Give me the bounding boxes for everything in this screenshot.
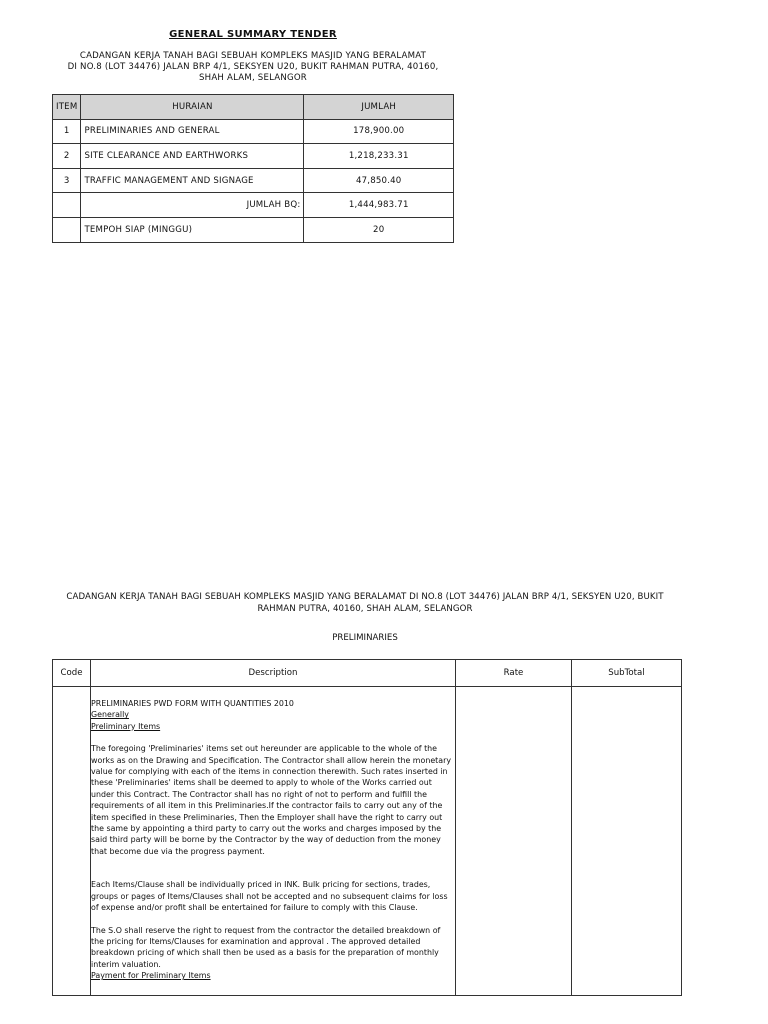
paragraph-line: Each Items/Clause shall be individually priced in INK. Bulk pricing for sections, trades, [91,880,431,890]
paragraph-line: item specified in these Preliminaries, Then the Employer shall have the right to carry out [91,812,443,822]
paragraph-line: value for complying with each of the items in connection therewith. Such rates inserted in [91,767,448,777]
description-content [91,698,451,982]
table-row [53,119,454,144]
column-divider [571,660,572,995]
preliminary-items-heading: Preliminary Items [91,721,161,731]
summary-subtitle [52,51,454,84]
header-description: Description [248,668,298,678]
row-description: TRAFFIC MANAGEMENT AND SIGNAGE [81,168,304,193]
total-label: JUMLAH BQ: [81,193,304,218]
header-item: ITEM [53,95,81,120]
preliminaries-subtitle-line: CADANGAN KERJA TANAH BAGI SEBUAH KOMPLEKS MASJID YANG BERALAMAT DI NO.8 (LOT 34476) JALAN BRP 4/1, SEKSYEN U20, BUKIT [66,592,664,602]
summary-title: GENERAL SUMMARY TENDER [169,29,337,40]
paragraph-line: works as on the Drawing and Specification. The Contractor shall allow herein the monetary [91,755,452,765]
paragraph-line: of expense and/or profit shall be entertained for failure to comply with this Clause. [91,903,418,913]
row-description: SITE CLEARANCE AND EARTHWORKS [81,144,304,169]
row-item-number: 2 [53,144,81,169]
column-divider [455,660,456,995]
row-amount: 1,218,233.31 [304,144,454,169]
row-item-number: 3 [53,168,81,193]
duration-label: TEMPOH SIAP (MINGGU) [81,217,304,242]
paragraph-preliminaries-scope [91,743,451,857]
duration-row [53,217,454,242]
total-row [53,193,454,218]
summary-subtitle-line: SHAH ALAM, SELANGOR [199,73,307,83]
paragraph-line: breakdown pricing of which shall then be used as a basis for the preparation of monthly [91,948,439,958]
total-item-cell [53,193,81,218]
header-subtotal: SubTotal [608,668,645,678]
header-amount: JUMLAH [304,95,454,120]
summary-header-row [53,95,454,120]
generally-heading: Generally [91,710,129,720]
paragraph-line: said third party will be borne by the Contractor by the way of deduction from the money [91,835,441,845]
paragraph-line: that become due via the progress payment. [91,846,265,856]
total-value: 1,444,983.71 [304,193,454,218]
paragraph-line: the same by appointing a third party to carry out the works and charges imposed by the [91,824,442,834]
paragraph-line: The S.O shall reserve the right to request from the contractor the detailed breakdown of [91,925,441,935]
table-row [53,168,454,193]
payment-heading: Payment for Preliminary Items [91,971,211,981]
header-rate: Rate [503,668,524,678]
paragraph-line: The foregoing 'Preliminaries' items set out hereunder are applicable to the whole of the [91,744,438,754]
summary-subtitle-line: DI NO.8 (LOT 34476) JALAN BRP 4/1, SEKSYEN U20, BUKIT RAHMAN PUTRA, 40160, [67,62,439,72]
paragraph-line: requirements of all item in this Preliminaries.If the contractor fails to carry out any of the [91,801,443,811]
header-divider [53,686,681,687]
preliminaries-subtitle [52,591,678,615]
paragraph-line: interim valuation. [91,959,161,969]
paragraph-line: groups or pages of Items/Clauses shall not be accepted and no subsequent claims for loss [91,891,448,901]
preliminaries-heading: PRELIMINARIES [332,633,398,643]
paragraph-line: these 'Preliminaries' items shall be deemed to apply to whole of the Works carried out [91,778,432,788]
header-description: HURAIAN [81,95,304,120]
form-title: PRELIMINARIES PWD FORM WITH QUANTITIES 2010 [91,699,294,708]
paragraph-line: the pricing for Items/Clauses for examination and approval . The approved detailed [91,936,421,946]
row-description: PRELIMINARIES AND GENERAL [81,119,304,144]
row-item-number: 1 [53,119,81,144]
preliminaries-table [52,659,682,996]
summary-subtitle-line: CADANGAN KERJA TANAH BAGI SEBUAH KOMPLEKS MASJID YANG BERALAMAT [79,51,427,61]
paragraph-pricing-in-ink [91,879,451,913]
row-amount: 178,900.00 [304,119,454,144]
duration-item-cell [53,217,81,242]
summary-table [52,94,454,243]
duration-value: 20 [304,217,454,242]
paragraph-line: under this Contract. The Contractor shall has no right of not to perform and fulfill the [91,789,427,799]
table-row [53,144,454,169]
row-amount: 47,850.40 [304,168,454,193]
preliminaries-subtitle-line: RAHMAN PUTRA, 40160, SHAH ALAM, SELANGOR [257,604,473,614]
header-code: Code [60,668,83,678]
paragraph-breakdown-request [91,925,451,971]
